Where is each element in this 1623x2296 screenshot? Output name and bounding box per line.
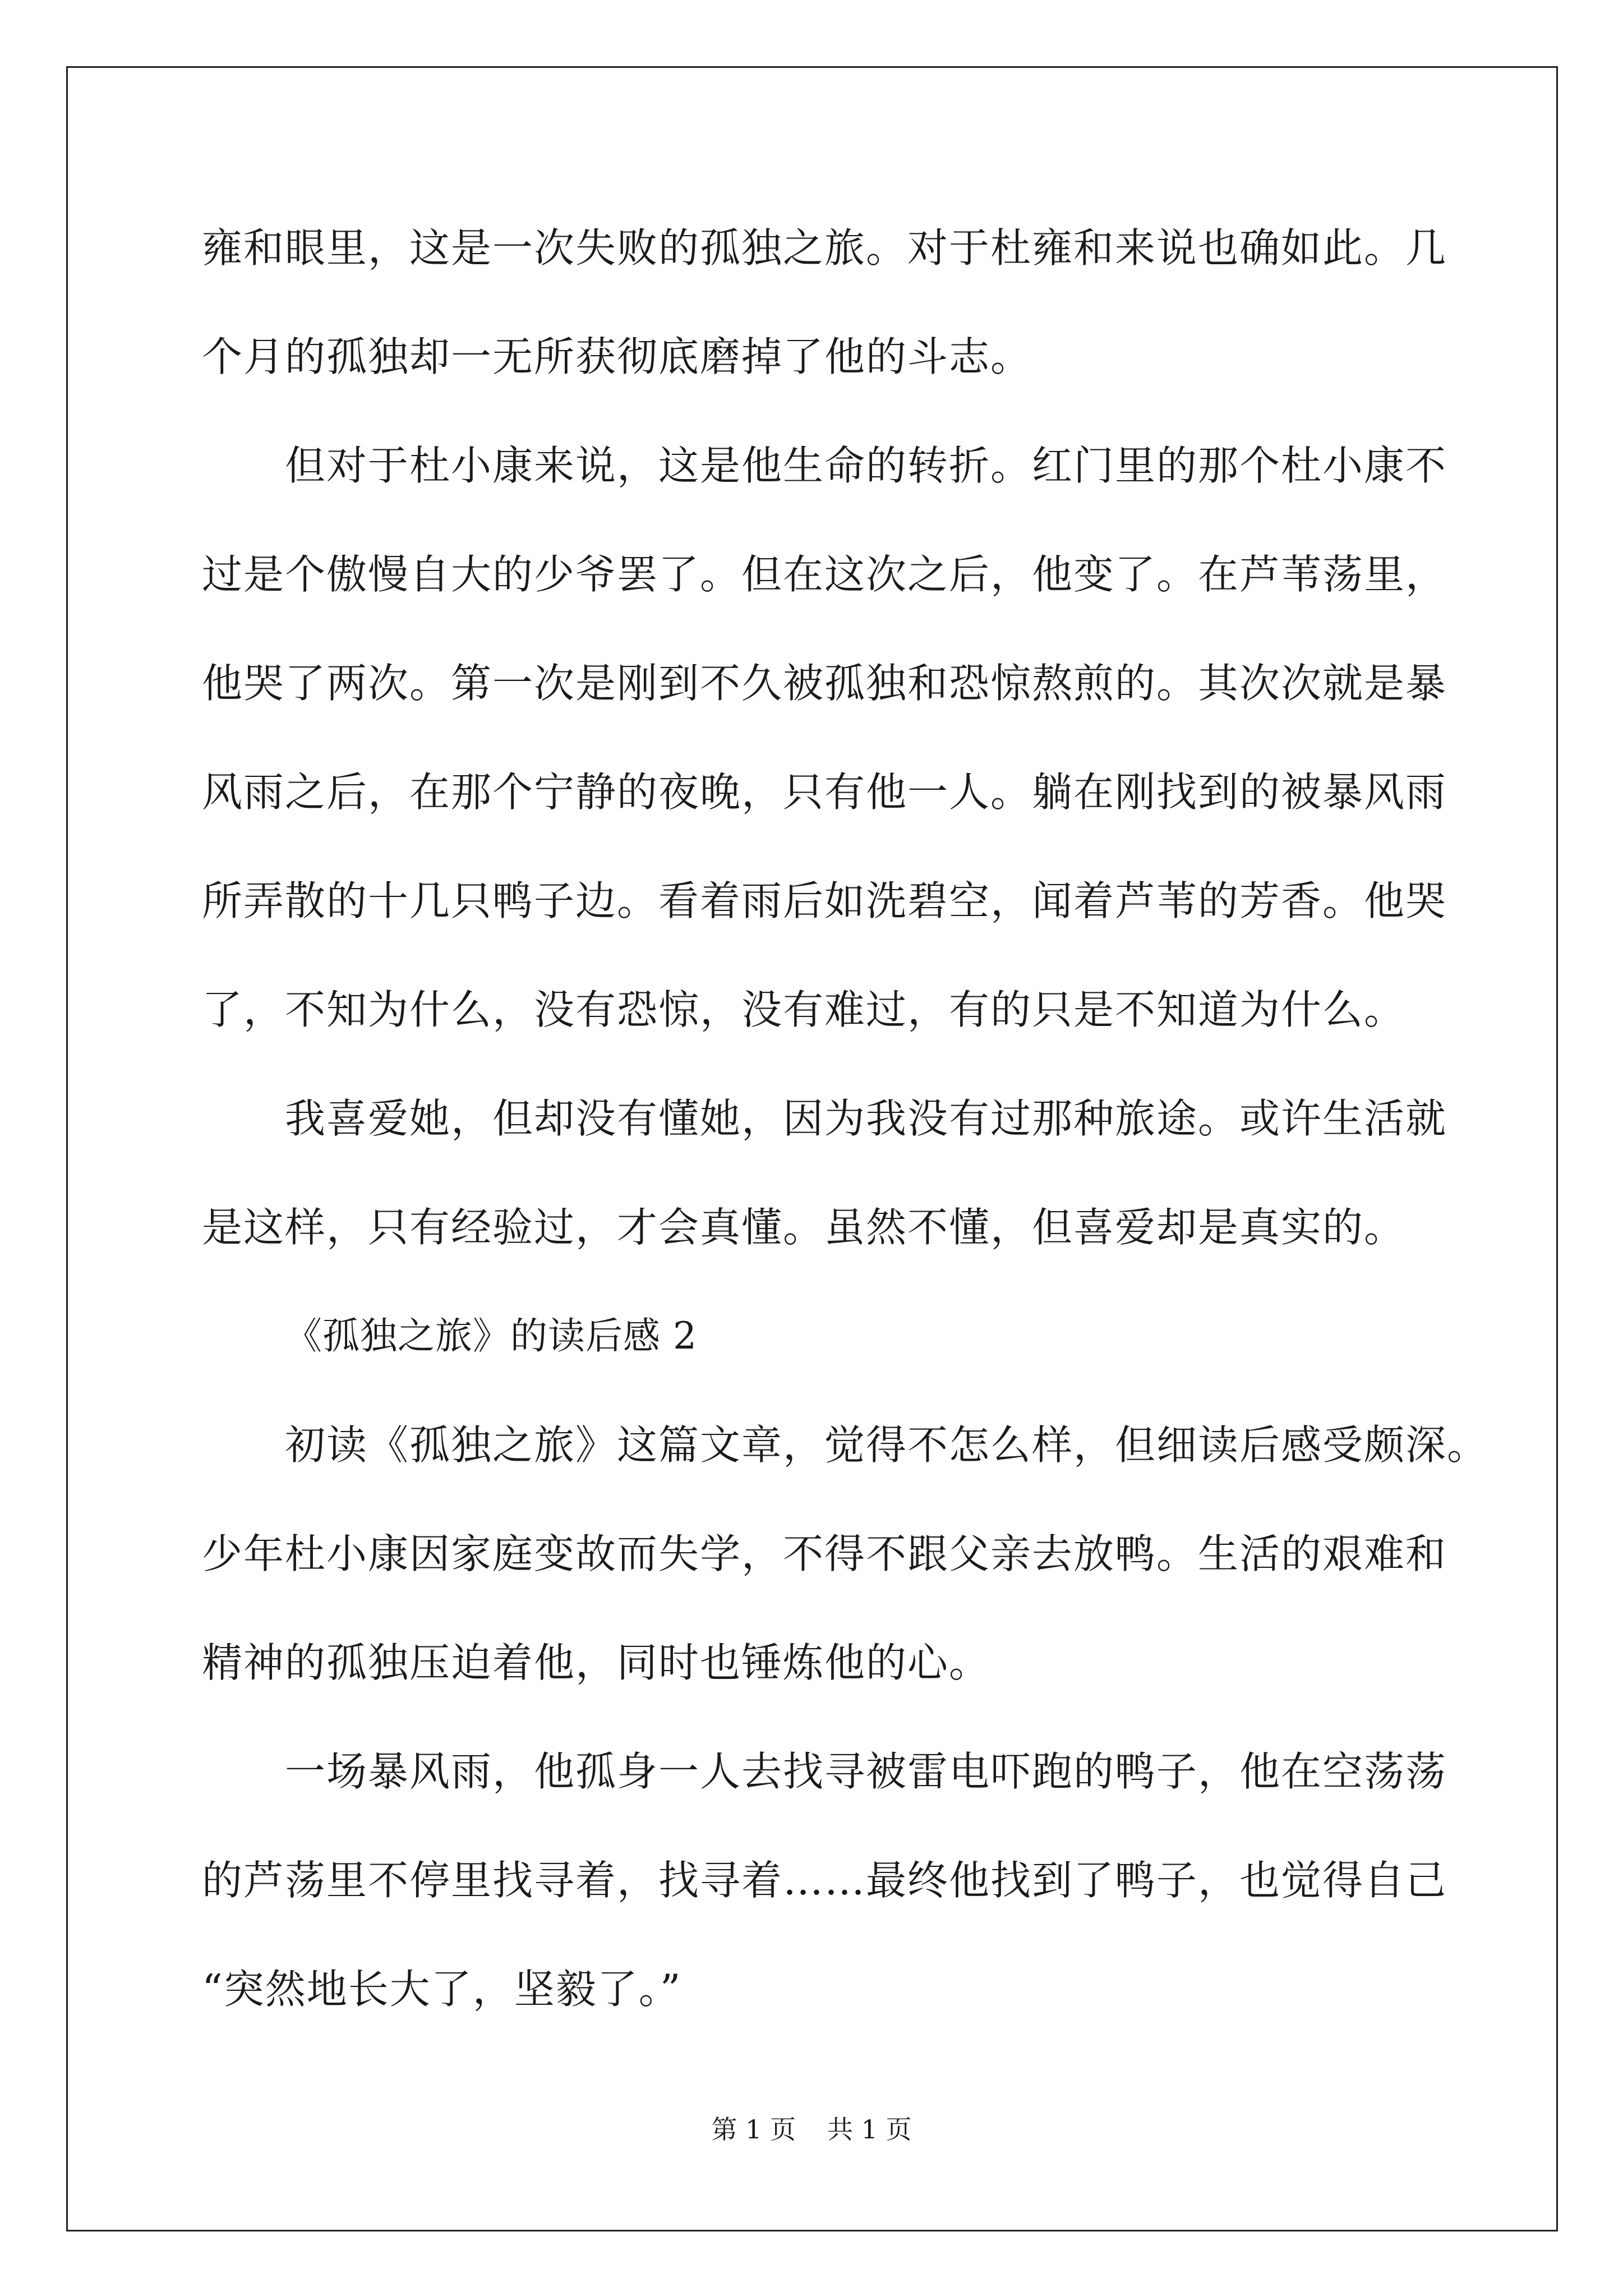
- paragraph-start-line: 初读《孤独之旅》这篇文章，觉得不怎么样，但细读后感受颇深。: [285, 1421, 1489, 1469]
- text-line: 过是个傲慢自大的少爷罢了。但在这次之后，他变了。在芦苇荡里，: [202, 551, 1447, 598]
- page-number-current: 第 1 页: [711, 2114, 796, 2145]
- paragraph-start-line: 我喜爱她，但却没有懂她，因为我没有过那种旅途。或许生活就: [285, 1095, 1447, 1142]
- text-line: 少年杜小康因家庭变故而失学，不得不跟父亲去放鸭。生活的艰难和: [202, 1530, 1447, 1577]
- paragraph-start-line: 但对于杜小康来说，这是他生命的转折。红门里的那个杜小康不: [285, 442, 1447, 489]
- section-heading: 《孤独之旅》的读后感 2: [285, 1314, 697, 1358]
- text-line: 个月的孤独却一无所获彻底磨掉了他的斗志。: [202, 333, 1032, 380]
- text-line: 风雨之后，在那个宁静的夜晚，只有他一人。躺在刚找到的被暴风雨: [202, 769, 1447, 816]
- text-line: 精神的孤独压迫着他，同时也锤炼他的心。: [202, 1639, 991, 1686]
- text-line: 雍和眼里，这是一次失败的孤独之旅。对于杜雍和来说也确如此。几: [202, 224, 1447, 272]
- text-line: 了，不知为什么，没有恐惊，没有难过，有的只是不知道为什么。: [202, 986, 1406, 1033]
- page-number-total: 共 1 页: [827, 2114, 912, 2145]
- text-line: 的芦荡里不停里找寻着，找寻着……最终他找到了鸭子，也觉得自己: [202, 1857, 1447, 1904]
- page-border: [66, 66, 1558, 2231]
- text-line: “突然地长大了，坚毅了。”: [202, 1966, 682, 2013]
- text-line: 他哭了两次。第一次是刚到不久被孤独和恐惊熬煎的。其次次就是暴: [202, 660, 1447, 707]
- paragraph-start-line: 一场暴风雨，他孤身一人去找寻被雷电吓跑的鸭子，他在空荡荡: [285, 1748, 1447, 1795]
- text-line: 所弄散的十几只鸭子边。看着雨后如洗碧空，闻着芦苇的芳香。他哭: [202, 877, 1447, 924]
- page-footer: [0, 2114, 1623, 2145]
- text-line: 是这样，只有经验过，才会真懂。虽然不懂，但喜爱却是真实的。: [202, 1204, 1406, 1251]
